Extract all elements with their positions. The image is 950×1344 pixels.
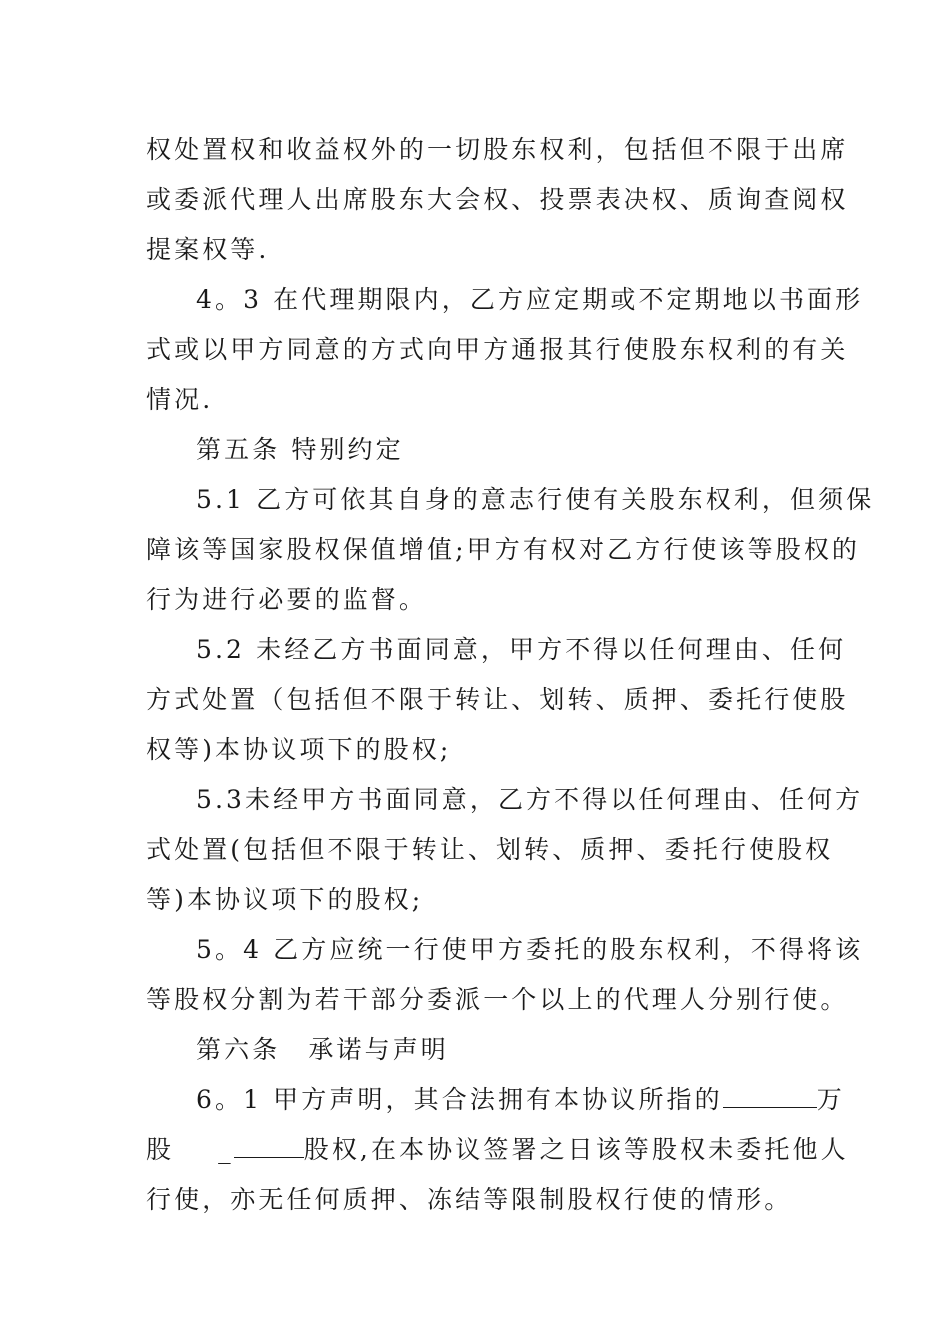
text-line: 障该等国家股权保值增值;甲方有权对乙方行使该等股权的: [146, 535, 861, 564]
text-line: 等)本协议项下的股权;: [146, 885, 424, 914]
text-segment: 万: [816, 1085, 845, 1114]
text-line-with-blank: [146, 1135, 849, 1165]
text-line: 4。3 在代理期限内，乙方应定期或不定期地以书面形: [196, 285, 864, 314]
article-heading: 第六条 承诺与声明: [196, 1035, 449, 1064]
text-segment: 6。1 甲方声明，其合法拥有本协议所指的: [196, 1085, 723, 1114]
text-line: 5.3未经甲方书面同意，乙方不得以任何理由、任何方: [196, 785, 864, 814]
text-line: 5。4 乙方应统一行使甲方委托的股东权利，不得将该: [196, 935, 864, 964]
text-line: 等股权分割为若干部分委派一个以上的代理人分别行使。: [146, 985, 849, 1014]
text-line: 提案权等.: [146, 235, 270, 264]
text-segment: _: [218, 1135, 234, 1164]
article-heading: 第五条 特别约定: [196, 435, 404, 464]
blank-field: [723, 1085, 817, 1108]
text-line: 式或以甲方同意的方式向甲方通报其行使股东权利的有关: [146, 335, 849, 364]
text-line: 权等)本协议项下的股权;: [146, 735, 452, 764]
text-line-with-blank: [196, 1085, 845, 1115]
text-segment: 股: [146, 1135, 175, 1164]
blank-field: [234, 1135, 304, 1158]
text-line: 5.2 未经乙方书面同意，甲方不得以任何理由、任何: [196, 635, 847, 664]
text-line: 式处置(包括但不限于转让、划转、质押、委托行使股权: [146, 835, 834, 864]
text-line: 5.1 乙方可依其自身的意志行使有关股东权利，但须保: [196, 485, 875, 514]
text-line: 情况.: [146, 385, 214, 414]
text-segment: 股权,在本协议签署之日该等股权未委托他人: [303, 1135, 849, 1164]
text-line: 权处置权和收益权外的一切股东权利，包括但不限于出席: [146, 135, 849, 164]
text-line: 行使，亦无任何质押、冻结等限制股权行使的情形。: [146, 1185, 793, 1214]
text-line: 方式处置（包括但不限于转让、划转、质押、委托行使股: [146, 685, 849, 714]
text-line: 行为进行必要的监督。: [146, 585, 428, 614]
text-line: 或委派代理人出席股东大会权、投票表决权、质询查阅权: [146, 185, 849, 214]
